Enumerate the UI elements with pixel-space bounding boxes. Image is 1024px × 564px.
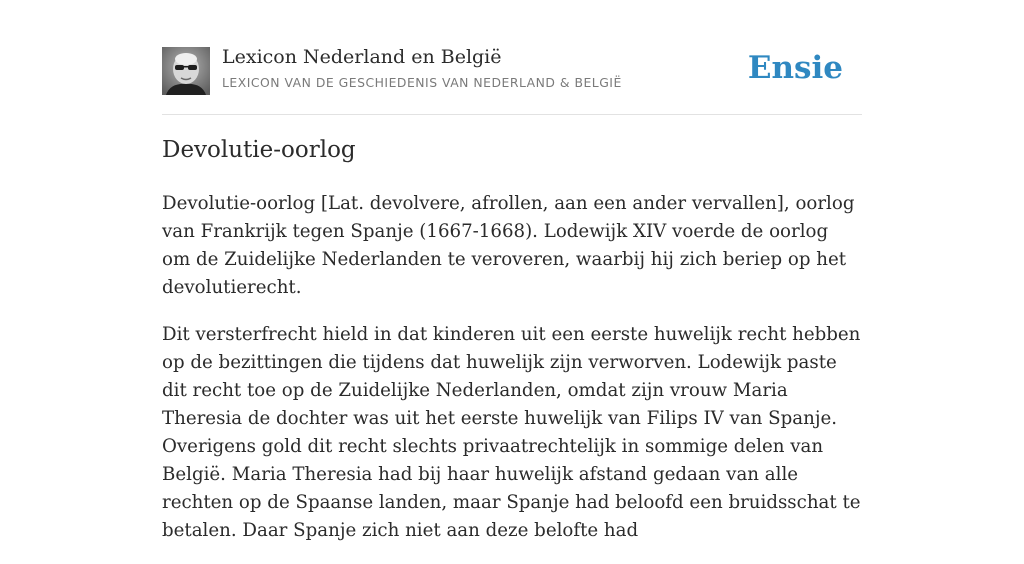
article-body (162, 190, 862, 564)
avatar-portrait-icon (162, 47, 210, 95)
site-header (162, 46, 862, 115)
article-paragraph: Devolutie-oorlog [Lat. devolvere, afrollen, aan een ander vervallen], oorlog van Frankrijk tegen Spanje (1667-1668). Lodewijk XIV voerde de oorlog om de Zuidelijke Nederlanden te veroveren, waarbij hij zich beriep op het devolutierecht. (162, 193, 855, 298)
author-avatar[interactable] (162, 47, 210, 95)
site-title[interactable]: Lexicon Nederland en België (222, 46, 502, 68)
article-paragraph: Dit versterfrecht hield in dat kinderen uit een eerste huwelijk recht hebben op de bezittingen die tijdens dat huwelijk zijn verworven. Lodewijk paste dit recht toe op de Zuidelijke Nederlanden, omdat zijn vrouw Maria Theresia de dochter was uit het eerste huwelijk van Filips IV van Spanje. Overigens gold dit recht slechts privaatrechtelijk in sommige delen van België. Maria Theresia had bij haar huwelijk afstand gedaan van alle rechten op de Spaanse landen, maar Spanje had beloofd een bruidsschat te betalen. Daar Spanje zich niet aan deze belofte had (162, 324, 861, 541)
article-title: Devolutie-oorlog (162, 137, 356, 163)
brand-logo[interactable]: Ensie (747, 50, 843, 86)
site-subtitle: LEXICON VAN DE GESCHIEDENIS VAN NEDERLAND & BELGIË (222, 75, 622, 90)
